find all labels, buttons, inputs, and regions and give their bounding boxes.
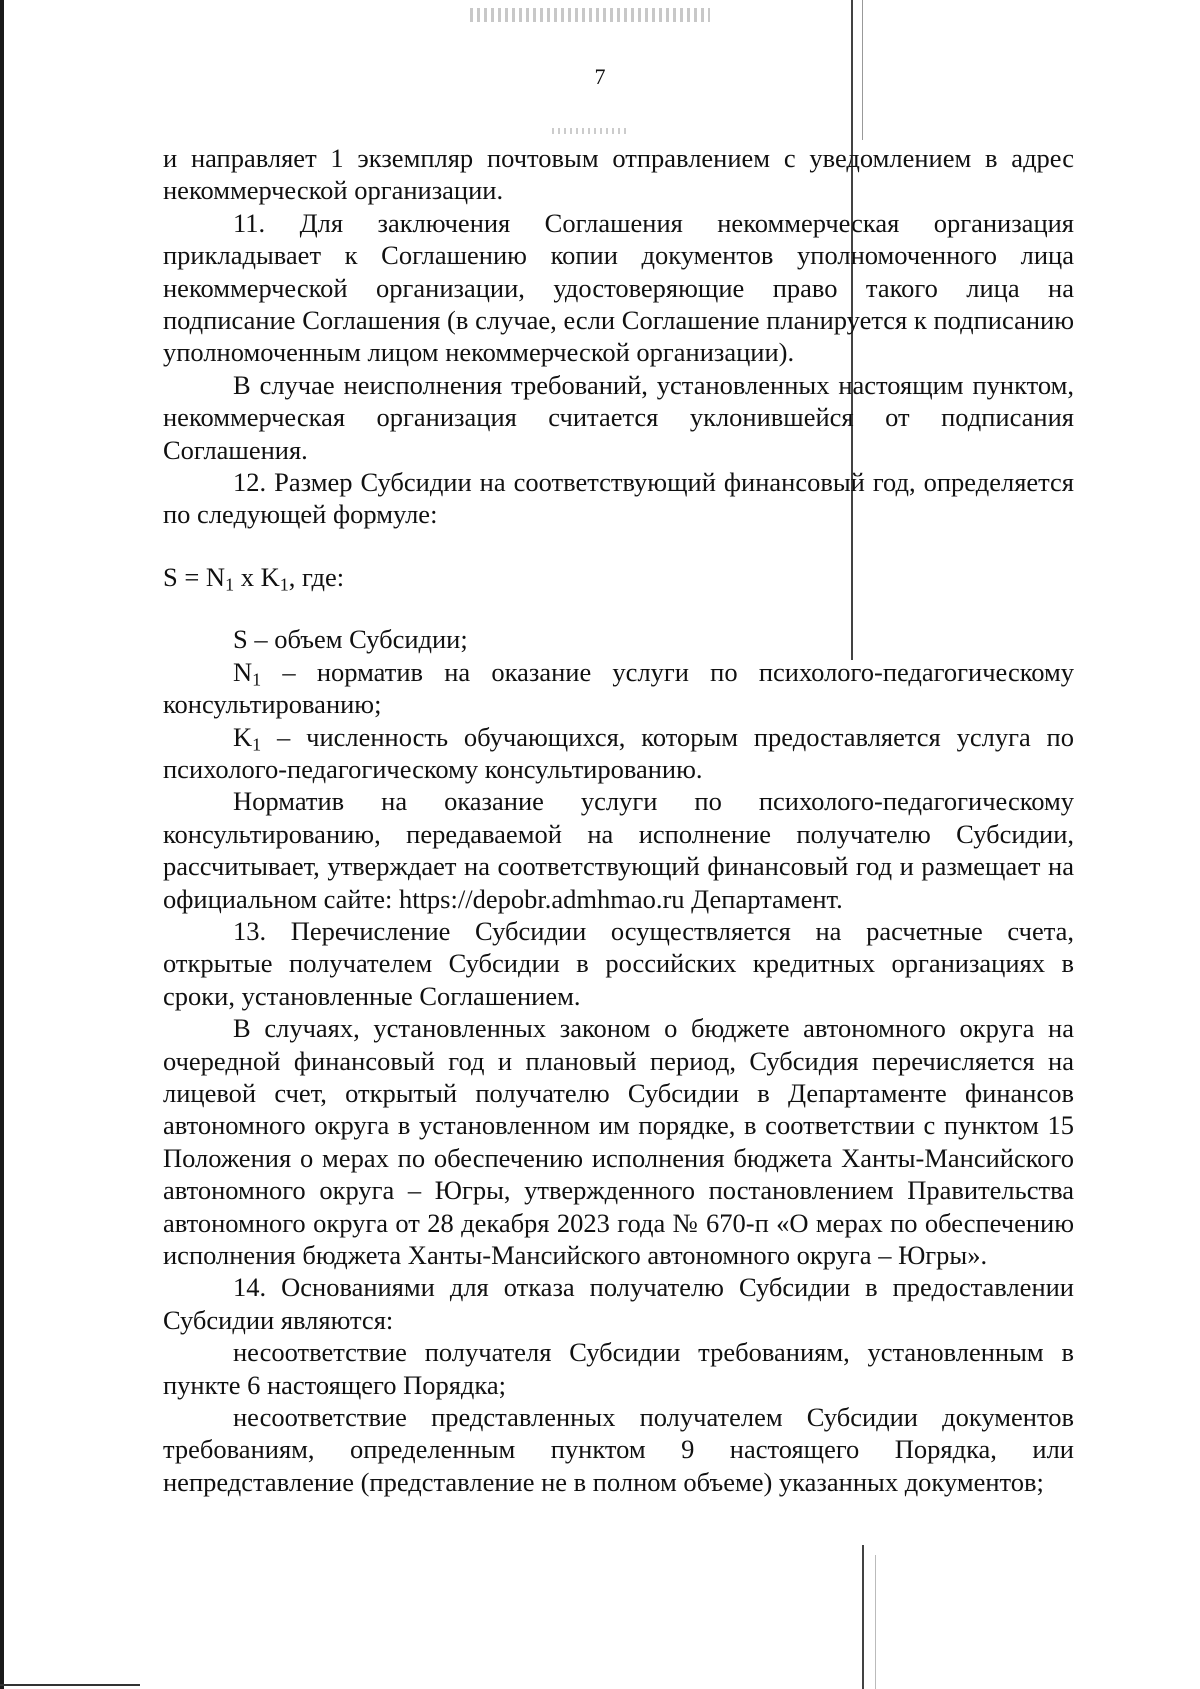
paragraph-clause-11: 11. Для заключения Соглашения некоммерческая организация прикладывает к Соглашению копии документов уполномоченного лица некоммерческой организации, удостоверяющие право такого лица на подписание Соглашения (в случае, если Соглашение планируется к подписанию уполномоченным лицом некоммерческой организации). (163, 207, 1074, 368)
definition-sub: 1 (252, 669, 262, 690)
paragraph: Норматив на оказание услуги по психолого-педагогическому консультированию, передаваемой на исполнение получателю Субсидии, рассчитывает, утверждает на соответствующий финансовый год и размещает на официальном сайте: https://depobr.admhmao.ru Департамент. (163, 786, 1074, 914)
scan-edge-bottom (0, 1684, 140, 1686)
definition-text: – численность обучающихся, которым предоставляется услуга по психолого-педагогическому консультированию. (163, 721, 1074, 784)
scan-noise-top (470, 8, 710, 22)
scan-fold-line (875, 1555, 876, 1689)
page-number: 7 (594, 64, 606, 89)
paragraph: и направляет 1 экземпляр почтовым отправлением с уведомлением в адрес некоммерческой организации. (163, 143, 1074, 206)
formula-lhs: S = N (163, 561, 226, 592)
paragraph-clause-14: 14. Основаниями для отказа получателю Субсидии в предоставлении Субсидии являются: (163, 1272, 1074, 1335)
formula-mid: х K (234, 561, 280, 592)
paragraph: В случаях, установленных законом о бюджете автономного округа на очередной финансовый год и плановый период, Субсидия перечисляется на лицевой счет, открытый получателю Субсидии в Департаменте финансов автономного округа в установленном им порядке, в соответствии с пунктом 15 Положения о мерах по обеспечению исполнения бюджета Ханты-Мансийского автономного округа – Югры, утвержденного постановлением Правительства автономного округа от 28 декабря 2023 года № 670-п «О мерах по обеспечению исполнения бюджета Ханты-Мансийского автономного округа – Югры». (163, 1013, 1074, 1270)
paragraph: несоответствие представленных получателем Субсидии документов требованиям, определенным пунктом 9 настоящего Порядка, или непредставление (представление не в полном объеме) указанных документов; (163, 1402, 1074, 1497)
formula-tail: , где: (288, 561, 345, 592)
scan-fold-line (862, 1545, 864, 1689)
definition-s: S – объем Субсидии; (233, 624, 468, 655)
paragraph-clause-12: 12. Размер Субсидии на соответствующий финансовый год, определяется по следующей формуле: (163, 467, 1074, 530)
paragraph: В случае неисполнения требований, установленных настоящим пунктом, некоммерческая организация считается уклонившейся от подписания Соглашения. (163, 369, 1074, 465)
document-body (163, 142, 1074, 1498)
definition-symbol: N (233, 656, 253, 687)
subsidy-formula (163, 561, 1074, 593)
paragraph: несоответствие получателя Субсидии требованиям, установленным в пункте 6 настоящего Порядка; (163, 1337, 1074, 1400)
definition-k (163, 721, 1074, 786)
definition-symbol: K (233, 721, 253, 752)
definition-text: – норматив на оказание услуги по психолого-педагогическому консультированию; (163, 656, 1074, 720)
paragraph-clause-13: 13. Перечисление Субсидии осуществляется на расчетные счета, открытые получателем Субсидии в российских кредитных организациях в сроки, установленные Соглашением. (163, 915, 1074, 1011)
scan-edge-left (0, 0, 4, 1689)
scan-noise-small (552, 128, 630, 134)
formula-sub: 1 (279, 574, 289, 595)
formula-sub: 1 (225, 574, 235, 595)
definition-sub: 1 (252, 734, 262, 754)
definition-n (163, 656, 1074, 721)
